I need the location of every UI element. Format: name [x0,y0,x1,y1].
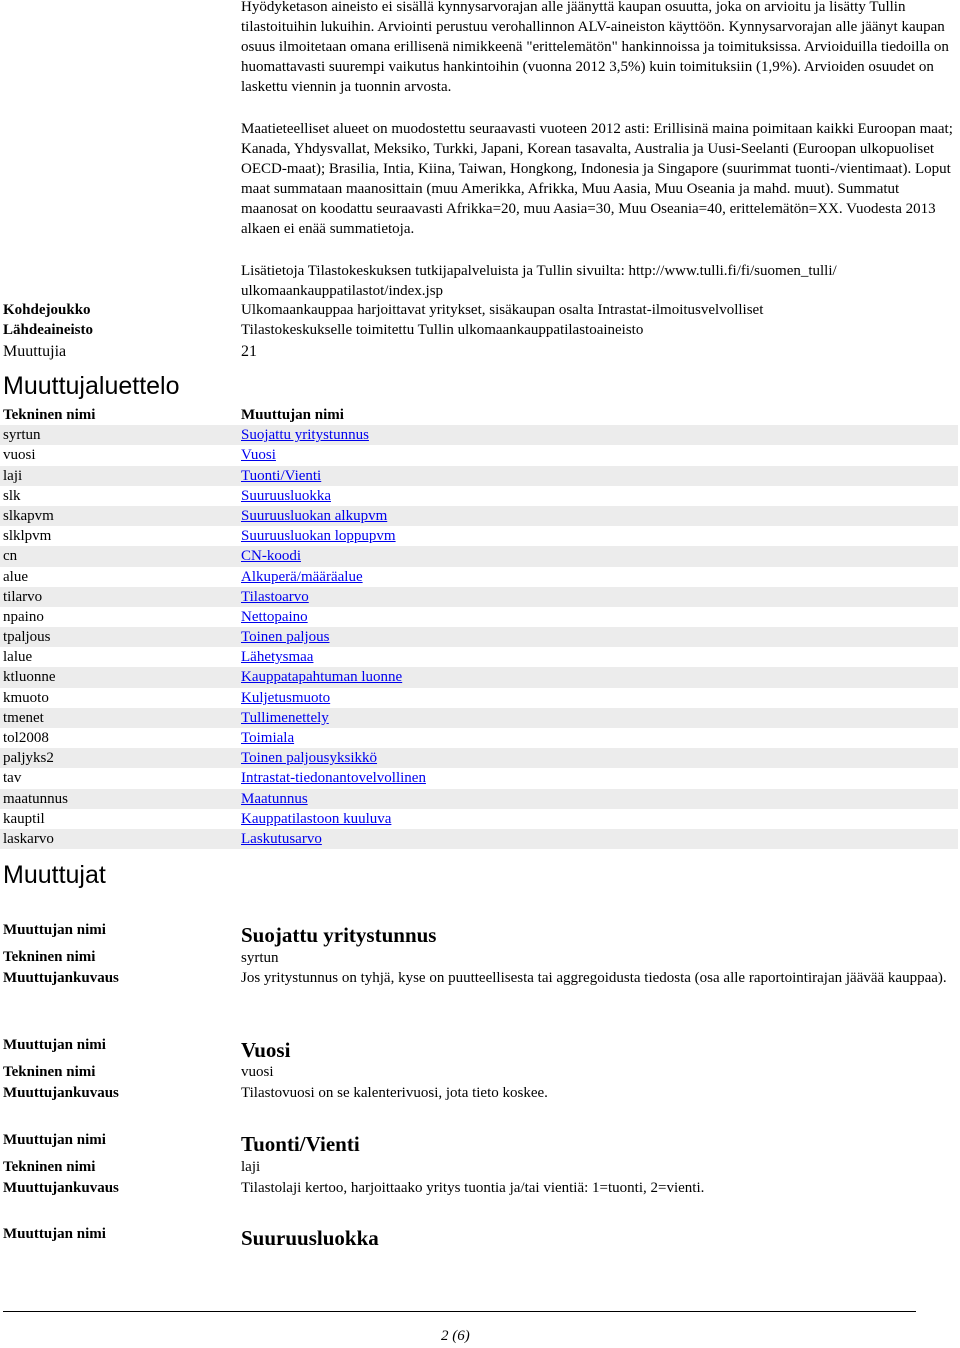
variable-tech-name: kauptil [3,810,45,827]
variable-name-cell [241,425,369,445]
variable-name-cell [241,607,308,627]
meta-label: Kohdejoukko [3,302,91,318]
variable-tech-name: tol2008 [3,730,49,746]
variable-name-link[interactable]: Kauppatilastoon kuuluva [241,810,392,827]
variable-tech-name: slklpvm [3,528,52,545]
variable-name-cell [241,587,309,607]
variable-title: Suuruusluokka [241,1226,379,1250]
variable-row [0,506,958,526]
variable-name-cell [241,546,301,566]
variable-name-link[interactable]: Toinen paljousyksikkö [241,750,378,767]
variable-name-cell [241,789,308,809]
meta-value: 21 [241,343,257,360]
variable-tech-name: tpaljous [3,629,51,646]
column-header-tech-name: Tekninen nimi [3,407,96,423]
variable-name-link[interactable]: Kauppatapahtuman luonne [241,669,403,686]
variable-tech-name: tilarvo [3,588,43,605]
label-variable-name: Muuttujan nimi [3,1037,106,1053]
variable-name-link[interactable]: Suuruusluokan alkupvm [241,507,388,524]
variable-tech-name: npaino [3,608,44,625]
variable-row [0,445,958,465]
variable-row [0,829,958,849]
variable-name-cell [241,466,321,486]
variable-description: Tilastolaji kertoo, harjoittaako yritys tuontia ja/tai vientiä: 1=tuonti, 2=vienti. [241,1180,705,1196]
variable-name-cell [241,708,329,728]
variable-name-link[interactable]: Nettopaino [241,608,308,625]
variable-name-link[interactable]: Tullimenettely [241,709,329,726]
variable-tech-name: lalue [3,649,33,666]
meta-label: Lähdeaineisto [3,322,94,338]
variable-row [0,789,958,809]
variable-tech-name: kmuoto [3,689,49,706]
variable-tech-name: vuosi [3,447,36,464]
label-tech-name: Tekninen nimi [3,1159,96,1175]
variable-name-cell [241,445,276,465]
variable-row [0,567,958,587]
variable-name-cell [241,486,331,506]
variable-tech-name: tmenet [3,709,44,726]
variable-row [0,667,958,687]
variable-name-link[interactable]: Intrastat-tiedonantovelvollinen [241,770,426,787]
variable-tech-name: slkapvm [3,507,54,524]
intro-paragraph-regions: Maatieteelliset alueet on muodostettu seuraavasti vuoteen 2012 asti: Erillisinä maina poimitaan kaikki Euroopan maat; Kanada, Yhdysvallat, Meksiko, Turkki, Japani, Korean tasavalta, Australia ja Uusi-Seelanti (Euroopan ulkopuoliset OECD-maat); Brasilia, Intia, Kiina, Taiwan, Hongkong, Indonesia ja Singapore (suurimmat tuonti-/vientimaat). Loput maat summataan maanosittain (muu Amerikka, Afrikka, Muu Aasia, Muu Oseania ja mahd. muut). Summatut maanosat on koodattu seuraavasti Afrikka=20, muu Aasia=30, Muu Oseania=40, erittelemätön=XX. Vuodesta 2013 alkaen ei enää summatietoja. [241,121,953,237]
page-number: 2 (6) [441,1328,470,1344]
variable-name-link[interactable]: CN-koodi [241,548,301,565]
variable-description: Jos yritystunnus on tyhjä, kyse on puutteellisesta tai aggregoidusta tiedosta (osa alle raportointirajan jäävää kauppaa). [241,970,947,986]
variables-heading: Muuttujat [3,861,106,889]
variable-name-cell [241,768,426,788]
intro-paragraph-more-info: Lisätietoja Tilastokeskuksen tutkijapalveluista ja Tullin sivuilta: http://www.tulli.fi/fi/suomen_tulli/ ulkomaankauppatilastot/index.jsp [241,263,837,299]
label-description: Muuttujankuvaus [3,1180,119,1196]
variable-name-link[interactable]: Laskutusarvo [241,830,322,847]
variable-tech-name: tav [3,770,22,787]
variable-name-cell [241,829,322,849]
variable-list-heading: Muuttujaluettelo [3,372,180,400]
variable-name-link[interactable]: Suuruusluokan loppupvm [241,528,396,545]
variable-name-cell [241,728,294,748]
variable-name-cell [241,627,330,647]
variable-name-link[interactable]: Lähetysmaa [241,649,314,666]
label-variable-name: Muuttujan nimi [3,1226,106,1242]
variable-tech-name: slk [3,487,21,504]
variable-list-table [0,405,958,849]
variable-tech-name: laskarvo [3,830,54,847]
variable-row [0,546,958,566]
variable-name-link[interactable]: Alkuperä/määräalue [241,568,363,585]
footer-divider [3,1311,916,1312]
variable-name-link[interactable]: Maatunnus [241,790,308,807]
variable-name-link[interactable]: Toinen paljous [241,629,330,646]
variable-name-link[interactable]: Toimiala [241,730,295,746]
variable-row [0,486,958,506]
variable-title: Vuosi [241,1038,291,1062]
variable-row [0,728,958,748]
column-header-variable-name: Muuttujan nimi [241,407,344,423]
variable-row [0,748,958,768]
variable-name-cell [241,647,313,667]
variable-description: Tilastovuosi on se kalenterivuosi, jota tieto koskee. [241,1085,548,1101]
label-description: Muuttujankuvaus [3,970,119,986]
variable-list-header-row [0,405,958,425]
variable-name-link[interactable]: Tuonti/Vienti [241,467,322,484]
variable-row [0,768,958,788]
intro-paragraph-1: Hyödyketason aineisto ei sisällä kynnysarvorajan alle jäänyttä kaupan osuutta, joka on arvioitu ja lisätty Tullin tilastoituihin lukuihin. Arviointi perustuu verohallinnon ALV-aineiston käyttöön. Kynnysarvorajan alle jäänyt kaupan osuus ilmoitetaan omana erillisenä nimikkeenä "erittelemätön" hankinnoissa ja toimituksissa. Arvioiduilla tiedoilla on huomattavasti suurempi vaikutus hankintoihin (vuonna 2012 3,5%) kuin toimituksiin (1,9%). Arvioiden osuudet on laskettu viennin ja tuonnin arvosta. [241,0,949,95]
variable-tech-name: vuosi [241,1064,274,1080]
label-description: Muuttujankuvaus [3,1085,119,1101]
variable-name-cell [241,567,363,587]
variable-tech-name: paljyks2 [3,750,54,767]
variable-name-cell [241,667,402,687]
variable-name-link[interactable]: Suojattu yritystunnus [241,427,369,444]
label-variable-name: Muuttujan nimi [3,922,106,938]
variable-name-cell [241,688,330,708]
variable-tech-name: syrtun [3,427,41,444]
label-tech-name: Tekninen nimi [3,1064,96,1080]
variable-row [0,466,958,486]
variable-tech-name: maatunnus [3,790,68,807]
variable-name-link[interactable]: Suuruusluokka [241,487,331,504]
variable-name-cell [241,748,377,768]
variable-row [0,627,958,647]
variable-title: Suojattu yritystunnus [241,923,437,947]
variable-tech-name: alue [3,568,28,585]
variable-name-cell [241,506,387,526]
variable-title: Tuonti/Vienti [241,1132,360,1156]
variable-row [0,526,958,546]
variable-name-cell [241,809,391,829]
label-variable-name: Muuttujan nimi [3,1132,106,1148]
variable-tech-name: ktluonne [3,669,56,686]
variable-tech-name: cn [3,548,18,565]
label-tech-name: Tekninen nimi [3,949,96,965]
variable-row [0,647,958,667]
variable-row [0,708,958,728]
variable-name-link[interactable]: Kuljetusmuoto [241,689,331,706]
variable-name-cell [241,526,396,546]
variable-name-link[interactable]: Vuosi [241,447,276,464]
variable-row [0,425,958,445]
variable-row [0,688,958,708]
variable-tech-name: laji [3,467,23,484]
variable-tech-name: syrtun [241,950,279,966]
variable-name-link[interactable]: Tilastoarvo [241,588,309,605]
meta-value: Tilastokeskukselle toimitettu Tullin ulkomaankauppatilastoaineisto [241,322,644,338]
variable-tech-name: laji [241,1159,261,1175]
variable-row [0,607,958,627]
variable-row [0,587,958,607]
variable-row [0,809,958,829]
meta-label: Muuttujia [3,343,67,360]
meta-value: Ulkomaankauppaa harjoittavat yritykset, sisäkaupan osalta Intrastat-ilmoitusvelvolliset [241,302,764,318]
